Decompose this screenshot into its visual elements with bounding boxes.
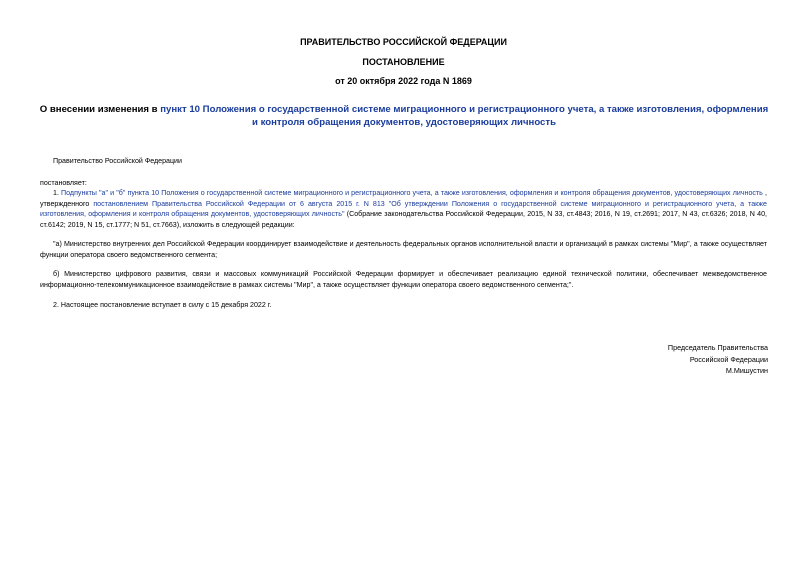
subparagraph-b: б) Министерство цифрового развития, связи и массовых коммуникаций Российской Федерации формирует и обеспечивает реализацию единой технической политики, обеспечивает межведомственное информационно-телекоммуникационное взаимодействие в рамках системы "Мир", а также осуществляет функции оператора своего ведомственного сегмента;". bbox=[40, 270, 767, 289]
document-date-number: от 20 октября 2022 года N 1869 bbox=[335, 76, 472, 86]
paragraph-1-link-2[interactable]: постановлением Правительства Российской Федерации от 6 августа 2015 г. N 813 "Об утверждении Положения о государственной системе миграционного и регистрационного учета, а также изготовления, оформления и контроля обращения документов, удостоверяющих личность" bbox=[40, 199, 767, 218]
paragraph-1-number: 1. bbox=[53, 189, 62, 197]
government-line bbox=[40, 156, 767, 167]
signature-name: М.Мишустин bbox=[725, 366, 768, 375]
paragraph-1-text-2: (Собрание законодательства Российской Федерации, 2015, N 33, ст.4843; 2016, N 19, ст.2691; 2017, N 43, ст.6326; 2018, N 40, ст.6142; 2019, N 15, ст.1777; N 51, ст.7663), изложить в следующей редакции: bbox=[40, 210, 767, 229]
issuing-authority: ПРАВИТЕЛЬСТВО РОССИЙСКОЙ ФЕДЕРАЦИИ bbox=[300, 37, 507, 47]
decides-line: постановляет: bbox=[40, 179, 87, 187]
paragraph-2: 2. Настоящее постановление вступает в силу с 15 декабря 2022 г. bbox=[53, 301, 272, 309]
paragraph-1-text-1: , утвержденного bbox=[40, 189, 767, 208]
title-link[interactable]: пункт 10 Положения о государственной системе миграционного и регистрационного учета, а также изготовления, оформления и контроля обращения документов, удостоверяющих личность bbox=[160, 104, 769, 128]
subparagraph-a: "а) Министерство внутренних дел Российской Федерации координирует взаимодействие и деятельность федеральных органов исполнительной власти и организаций в рамках системы "Мир", а также осуществляет функции оператора своего ведомственного сегмента; bbox=[40, 240, 767, 259]
paragraph-1 bbox=[40, 188, 767, 230]
signature-block bbox=[668, 342, 768, 377]
title-prefix: О внесении изменения в bbox=[39, 104, 161, 115]
signature-country: Российской Федерации bbox=[689, 354, 768, 364]
paragraph-1-link-1[interactable]: Подпункты "а" и "б" пункта 10 Положения о государственной системе миграционного и регистрационного учета, а также изготовления, оформления и контроля обращения документов, удостоверяющих личность bbox=[61, 189, 763, 197]
signature-title: Председатель Правительства bbox=[667, 343, 768, 352]
government-text: Правительство Российской Федерации bbox=[53, 157, 182, 165]
document-type: ПОСТАНОВЛЕНИЕ bbox=[362, 57, 445, 67]
document-title bbox=[38, 103, 770, 129]
